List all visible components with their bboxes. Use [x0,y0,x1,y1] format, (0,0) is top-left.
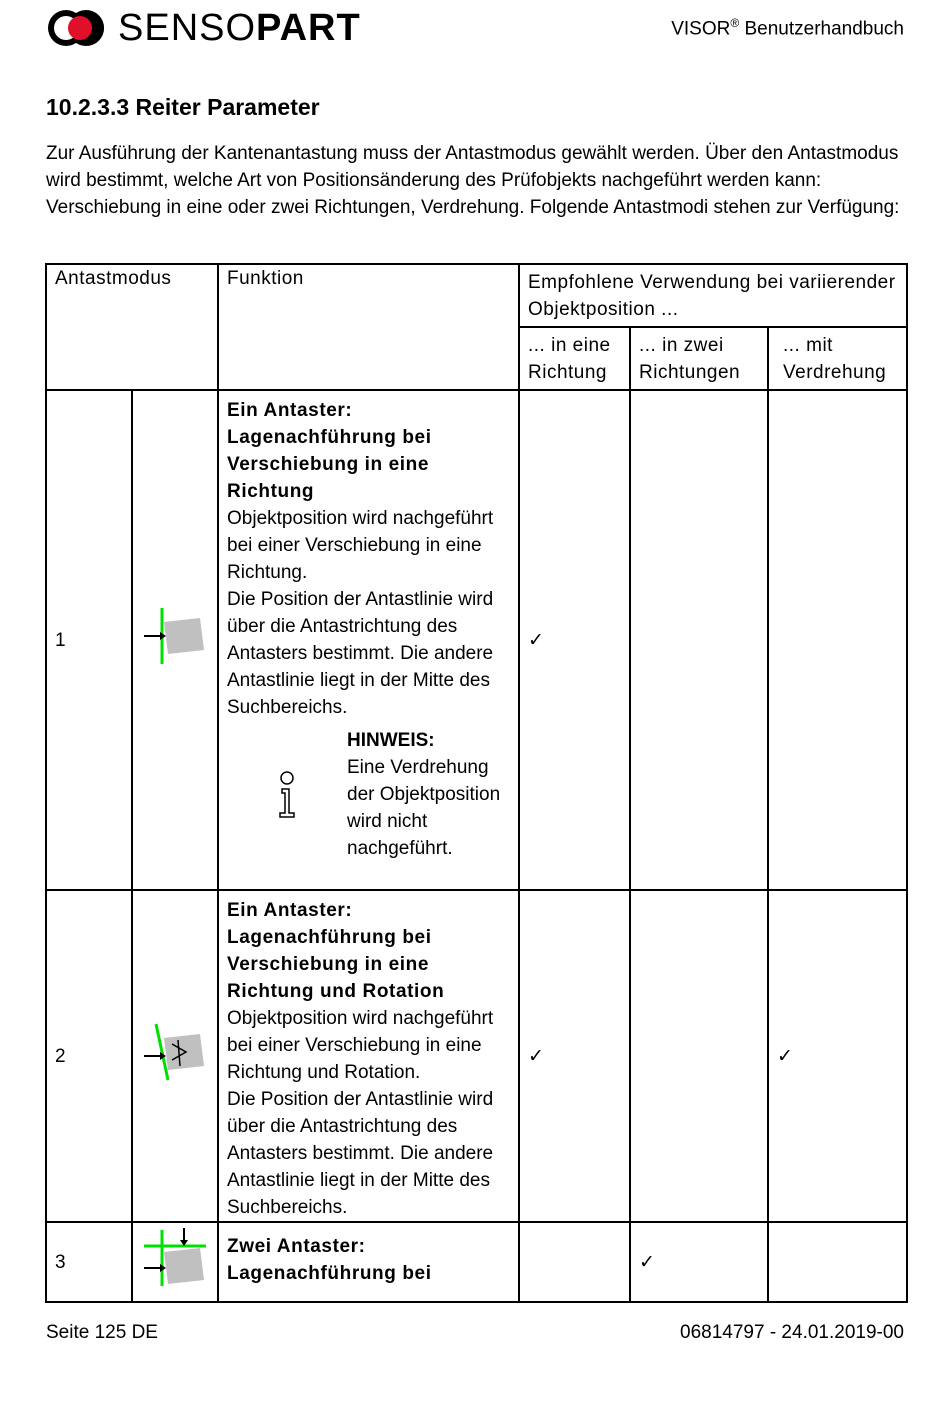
note-box [227,727,510,862]
mode-number: 1 [46,390,132,890]
col-header-mode: Antastmodus [46,264,218,390]
info-icon [275,771,299,819]
document-id: 06814797 - 24.01.2019-00 [680,1322,904,1343]
table-row [46,1222,907,1302]
subheader-two-directions: ... in zwei Richtungen [630,327,768,390]
note-label: HINWEIS: [347,730,435,751]
doc-title-sup: ® [730,16,740,30]
table-row [46,890,907,1222]
logo-bold: PART [256,7,361,49]
note-text: Eine Verdrehung der Objektposition wird nicht nachgeführt. [347,757,501,859]
table-row [46,390,907,890]
row-desc: Objektposition wird nachgeführt bei einer Verschiebung in eine Richtung. [227,508,494,583]
probe-mode-table [45,263,908,1303]
row-title: Zwei Antaster: Lagenachführung bei [227,1236,432,1284]
row-desc: Die Position der Antastlinie wird über die Antastrichtung des Antasters bestimmt. Die andere Antastlinie liegt in der Mitte des Suchbereichs. [227,589,494,718]
single-probe-rotation-icon [142,1022,208,1082]
doc-title-main: VISOR [671,18,731,40]
check-rotation: ✓ [768,890,907,1222]
two-probe-shift-icon [142,1228,208,1288]
check-one-direction: ✓ [519,890,630,1222]
doc-title-rest: Benutzerhandbuch [739,18,904,40]
document-title [671,16,904,40]
logo-mark-icon [46,8,108,48]
row-title: Ein Antaster: Lagenachführung bei Verschiebung in eine Richtung und Rotation [227,900,445,1002]
row-title: Ein Antaster: Lagenachführung bei Verschiebung in eine Richtung [227,400,432,502]
mode-number: 2 [46,890,132,1222]
check-two-directions: ✓ [630,1222,768,1302]
intro-paragraph: Zur Ausführung der Kantenantastung muss der Antastmodus gewählt werden. Über den Antastmodus wird bestimmt, welche Art von Positionsänderung des Prüfobjekts nachgeführt werden kann: Verschiebung in eine oder zwei Richtungen, Verdrehung. Folgende Antastmodi stehen zur Verfügung: [46,143,900,218]
row-desc: Die Position der Antastlinie wird über die Antastrichtung des Antasters bestimmt. Die andere Antastlinie liegt in der Mitte des Suchbereichs. [227,1089,494,1218]
page-number: Seite 125 DE [46,1322,158,1343]
section-heading: 10.2.3.3 Reiter Parameter [46,94,320,120]
subheader-one-direction: ... in eine Richtung [519,327,630,390]
logo-wordmark [118,8,361,48]
col-header-recommended: Empfohlene Verwendung bei variierender Objektposition ... [519,264,907,327]
subheader-rotation: ... mit Verdrehung [768,327,907,390]
logo-light: SENSO [118,7,257,49]
single-probe-shift-icon [142,606,208,666]
col-header-function: Funktion [218,264,519,390]
mode-number: 3 [46,1222,132,1302]
sensopart-logo [46,7,361,49]
row-desc: Objektposition wird nachgeführt bei einer Verschiebung in eine Richtung und Rotation. [227,1008,494,1083]
check-one-direction: ✓ [519,390,630,890]
